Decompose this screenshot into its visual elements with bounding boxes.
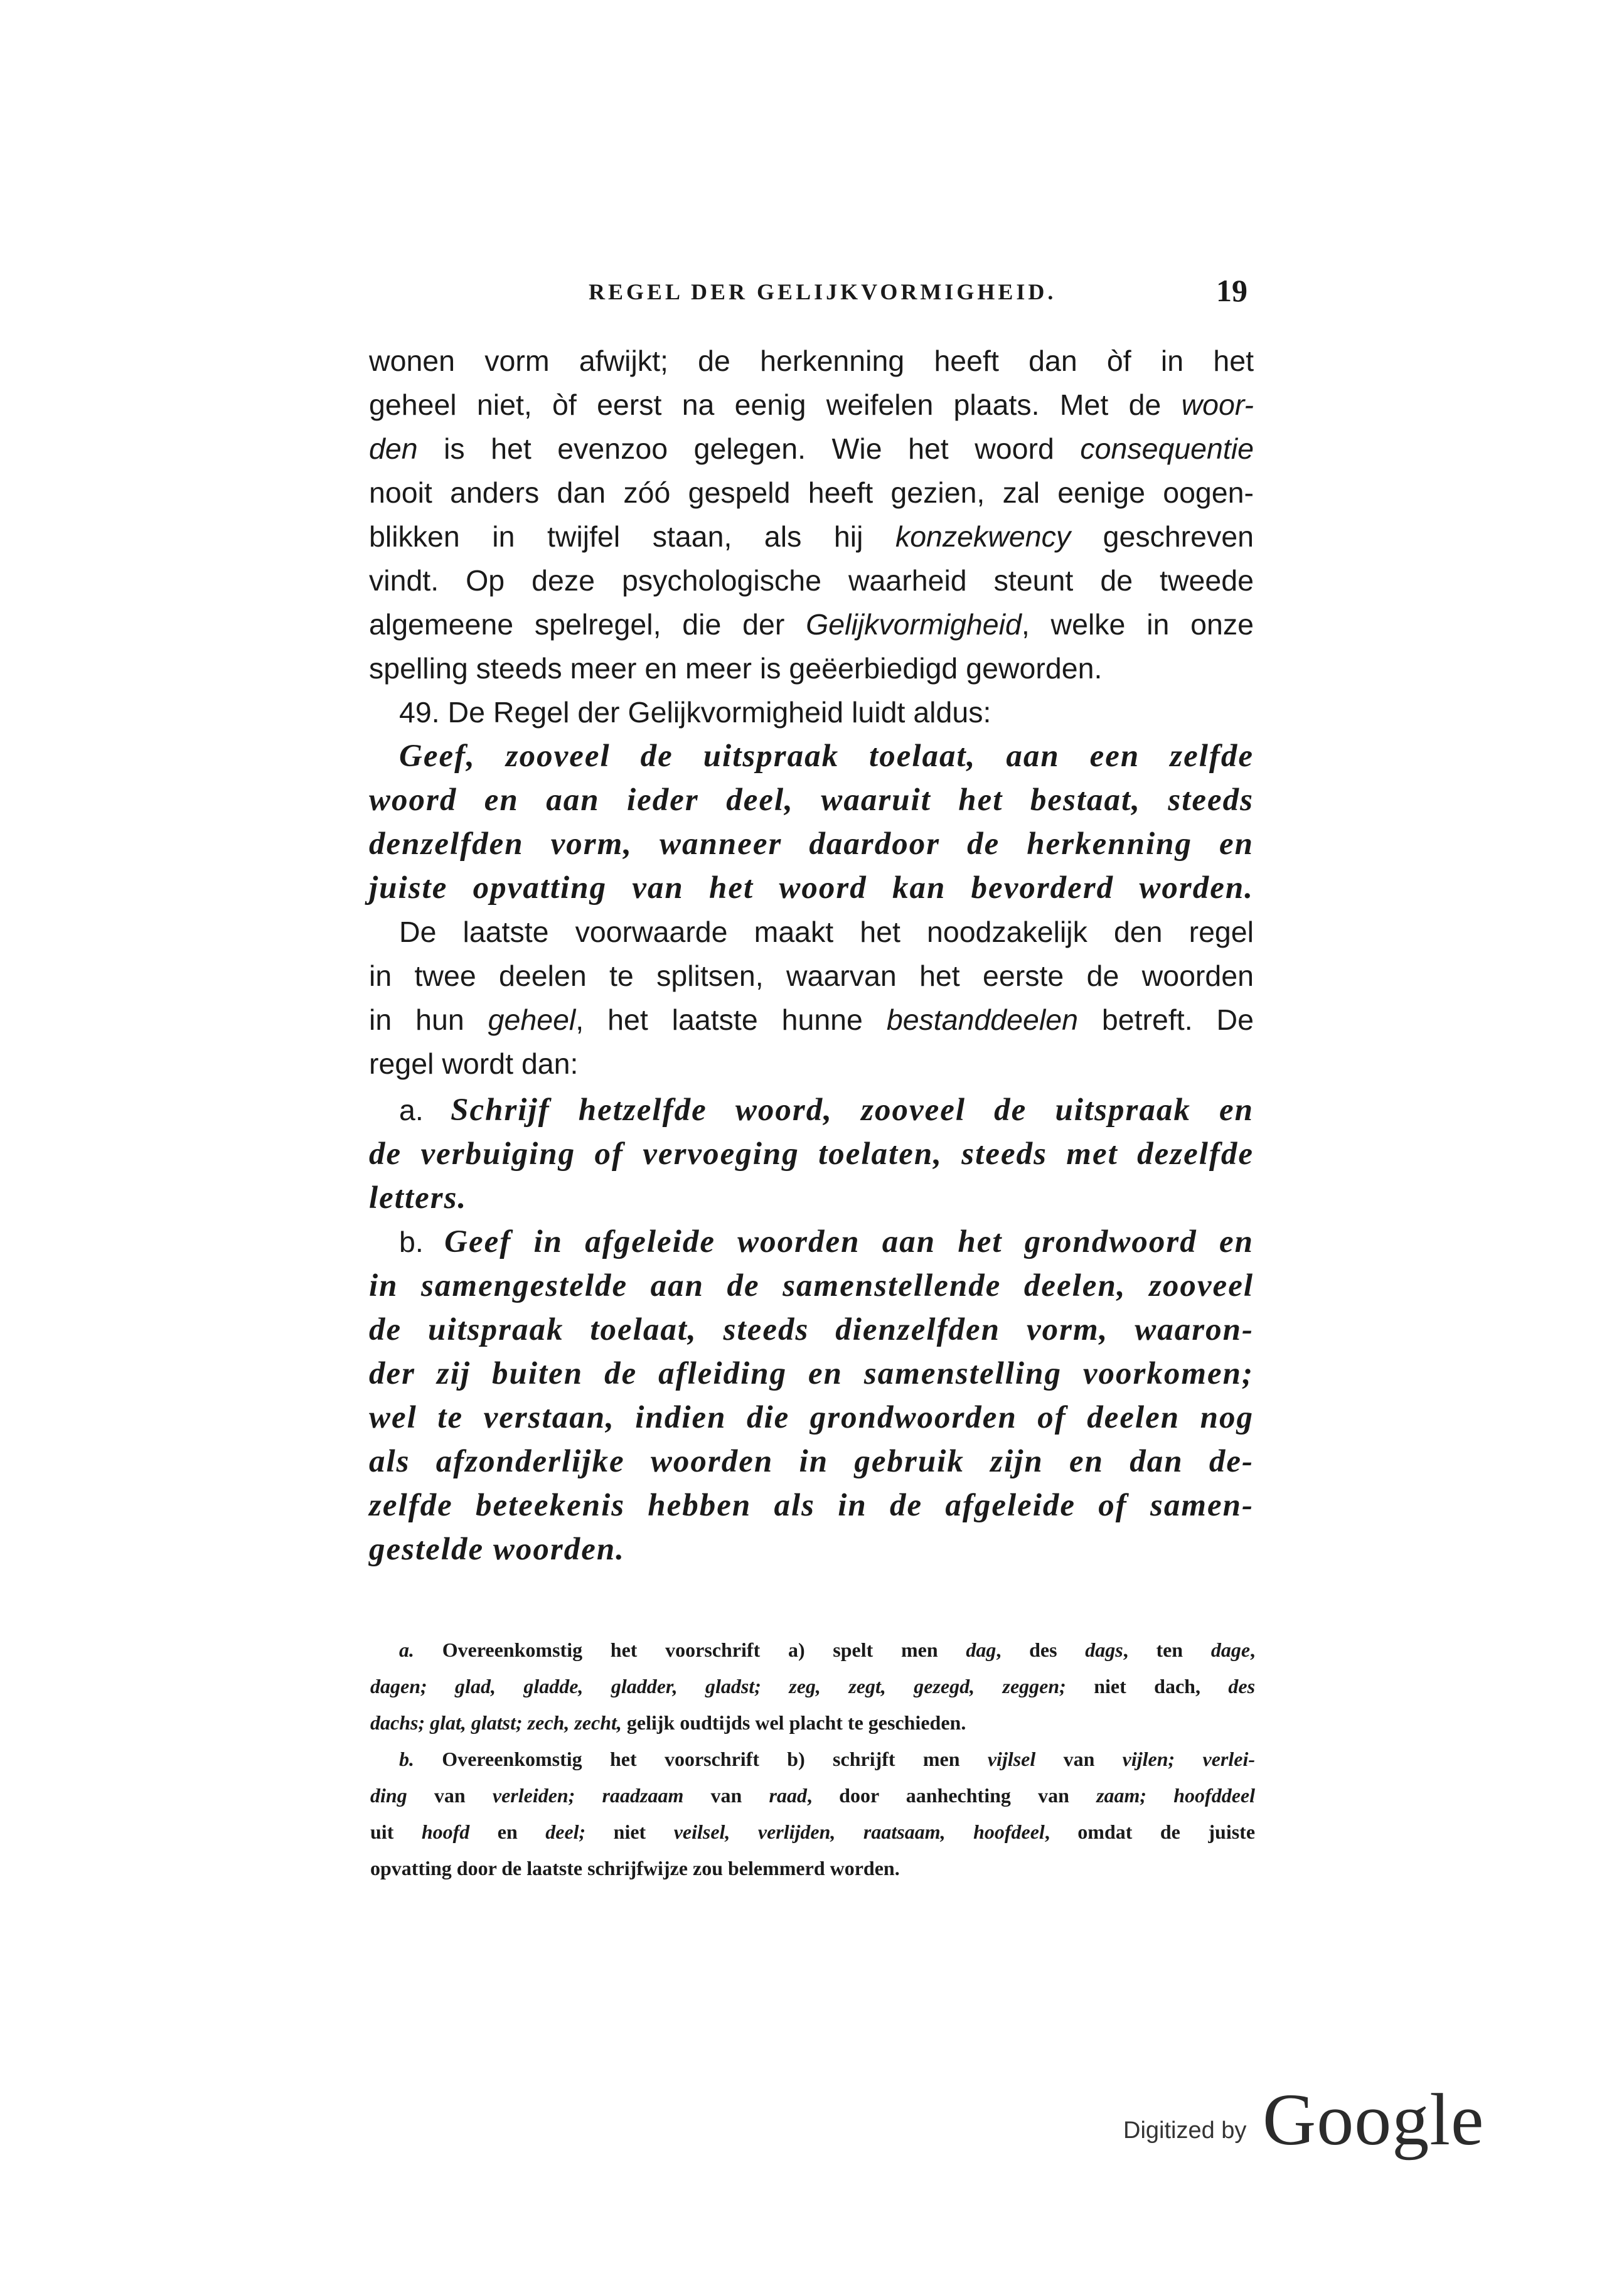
text-line: geheel niet, òf eerst na eenig weifelen plaats. Met de woor- bbox=[369, 388, 1254, 421]
running-head: REGEL DER GELIJKVORMIGHEID. bbox=[589, 279, 1057, 304]
footnote-segment: b. bbox=[399, 1748, 414, 1770]
footnote-segment: van bbox=[407, 1784, 493, 1807]
rule-b-line: b. Geef in afgeleide woorden aan het grondwoord en bbox=[399, 1224, 1254, 1259]
footnote-segment: en bbox=[469, 1820, 546, 1843]
digitized-by-google-watermark bbox=[1123, 2077, 1500, 2159]
text-line: den is het evenzoo gelegen. Wie het woord consequentie bbox=[369, 432, 1254, 465]
footnote-segment: dag bbox=[966, 1638, 996, 1661]
rule-b-label: b. bbox=[399, 1226, 424, 1258]
text-line: in hun geheel, het laatste hunne bestanddeelen betreft. De bbox=[369, 1003, 1254, 1036]
footnote-segment: veilsel, verlijden, raatsaam, hoofdeel bbox=[673, 1820, 1045, 1843]
rule-line: denzelfden vorm, wanneer daardoor de herkenning en bbox=[369, 826, 1254, 862]
text-line: De laatste voorwaarde maakt het noodzakelijk den regel bbox=[399, 916, 1254, 948]
footnote-line bbox=[370, 1850, 1255, 1886]
footnote-segment: verleiden; raadzaam bbox=[492, 1784, 684, 1807]
footnote-segment: zaam; hoofddeel bbox=[1096, 1784, 1256, 1807]
footnotes bbox=[370, 1632, 1255, 1886]
footnote-segment: ding bbox=[370, 1784, 407, 1807]
section-heading-line: 49. De Regel der Gelijkvormigheid luidt aldus: bbox=[399, 696, 991, 729]
text-line: blikken in twijfel staan, als hij konzekwency geschreven bbox=[369, 520, 1254, 553]
footnote-segment: opvatting door de laatste schrijfwijze zou belemmerd worden. bbox=[370, 1857, 900, 1879]
footnote-line bbox=[370, 1741, 1255, 1777]
footnote-segment: dagen; glad, gladde, gladder, gladst; zeg, zegt, gezegd, zeggen; bbox=[370, 1675, 1066, 1697]
page-number: 19 bbox=[1216, 273, 1247, 308]
rule-b-line: gestelde woorden. bbox=[369, 1532, 625, 1567]
footnote-a bbox=[370, 1632, 1255, 1741]
rule-b-line: der zij buiten de afleiding en samenstelling voorkomen; bbox=[369, 1356, 1254, 1391]
google-logo-text: Google bbox=[1263, 2078, 1485, 2161]
text-line: regel wordt dan: bbox=[369, 1047, 579, 1080]
rule-b-line: zelfde beteekenis hebben als in de afgeleide of samen- bbox=[369, 1488, 1254, 1523]
footnote-line bbox=[370, 1704, 1255, 1741]
rule-line: woord en aan ieder deel, waaruit het bestaat, steeds bbox=[369, 783, 1254, 818]
text-line: vindt. Op deze psychologische waarheid steunt de tweede bbox=[369, 564, 1254, 597]
footnote-segment: hoofd bbox=[421, 1820, 470, 1843]
footnote-line bbox=[370, 1777, 1255, 1814]
footnote-segment: dachs; glat, glatst; zech, zecht, bbox=[370, 1711, 622, 1734]
footnote-segment: niet bbox=[585, 1820, 674, 1843]
footnote-segment: van bbox=[1035, 1748, 1123, 1770]
rule-line: Geef, zooveel de uitspraak toelaat, aan een zelfde bbox=[399, 739, 1254, 774]
footnote-segment: , omdat de juiste bbox=[1044, 1820, 1256, 1843]
rule-a-label: a. bbox=[399, 1094, 424, 1126]
rule-a-line: letters. bbox=[369, 1180, 467, 1216]
footnote-segment: dags bbox=[1085, 1638, 1123, 1661]
footnote-segment: van bbox=[683, 1784, 769, 1807]
footnote-segment: , door aanhechting van bbox=[806, 1784, 1097, 1807]
body-text bbox=[369, 339, 1254, 1571]
footnote-segment: dage bbox=[1210, 1638, 1251, 1661]
footnote-segment: vijlsel bbox=[987, 1748, 1036, 1770]
text-line: nooit anders dan zóó gespeld heeft gezien, zal eenige oogen- bbox=[369, 476, 1254, 509]
footnote-segment: des bbox=[1228, 1675, 1256, 1697]
rule-b-line: als afzonderlijke woorden in gebruik zijn en dan de- bbox=[369, 1444, 1254, 1479]
rule-b-line: in samengestelde aan de samenstellende deelen, zooveel bbox=[369, 1268, 1254, 1303]
rule-a-line: de verbuiging of vervoeging toelaten, steeds met dezelfde bbox=[369, 1136, 1254, 1172]
rule-line: juiste opvatting van het woord kan bevorderd worden. bbox=[369, 870, 1254, 906]
footnote-segment: raad bbox=[769, 1784, 807, 1807]
footnote-segment: vijlen; verlei- bbox=[1122, 1748, 1256, 1770]
text-line: wonen vorm afwijkt; de herkenning heeft dan òf in het bbox=[369, 345, 1254, 377]
footnote-segment: Overeenkomstig het voorschrift a) spelt men bbox=[414, 1638, 966, 1661]
footnote-segment: a. bbox=[399, 1638, 414, 1661]
footnote-segment: , bbox=[1250, 1638, 1256, 1661]
footnote-segment: deel; bbox=[545, 1820, 586, 1843]
footnote-line bbox=[370, 1632, 1255, 1668]
footnote-segment: gelijk oudtijds wel placht te geschieden. bbox=[621, 1711, 966, 1734]
text-line: in twee deelen te splitsen, waarvan het eerste de woorden bbox=[369, 960, 1254, 992]
page-header bbox=[369, 272, 1247, 310]
text-line: algemeene spelregel, die der Gelijkvormigheid, welke in onze bbox=[369, 608, 1254, 641]
rule-b-line: wel te verstaan, indien die grondwoorden of deelen nog bbox=[369, 1400, 1254, 1435]
footnote-segment: niet dach, bbox=[1066, 1675, 1229, 1697]
footnote-segment: , des bbox=[996, 1638, 1086, 1661]
rule-b-line: de uitspraak toelaat, steeds dienzelfden vorm, waaron- bbox=[369, 1312, 1254, 1347]
footnote-line bbox=[370, 1814, 1255, 1850]
footnote-segment: Overeenkomstig het voorschrift b) schrijft men bbox=[414, 1748, 988, 1770]
footnote-segment: uit bbox=[370, 1820, 422, 1843]
footnote-line bbox=[370, 1668, 1255, 1704]
footnote-segment: , ten bbox=[1123, 1638, 1211, 1661]
text-line: spelling steeds meer en meer is geëerbiedigd geworden. bbox=[369, 652, 1103, 685]
digitized-by-text: Digitized by bbox=[1123, 2117, 1247, 2144]
rule-a-line: a. Schrijf hetzelfde woord, zooveel de uitspraak en bbox=[399, 1093, 1254, 1128]
footnote-b bbox=[370, 1741, 1255, 1886]
